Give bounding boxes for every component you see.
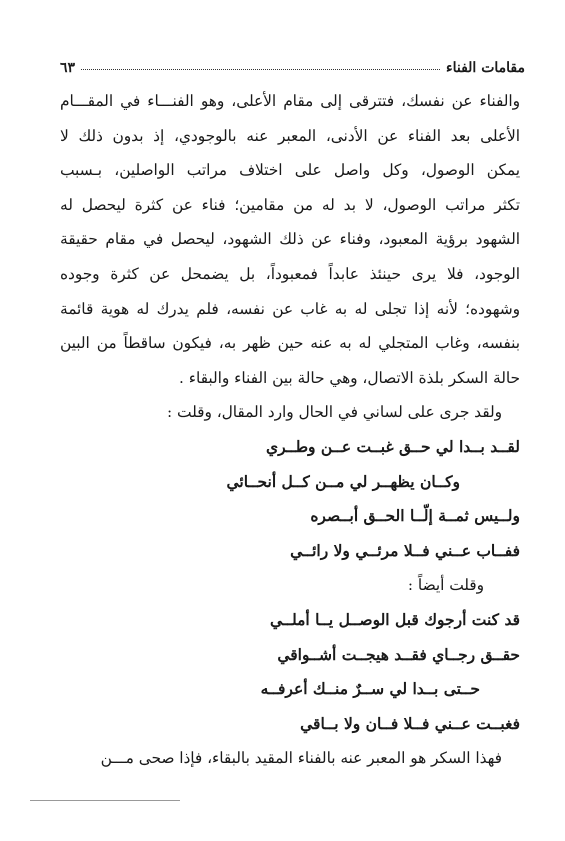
page-body (60, 84, 520, 776)
closing-line: فهذا السكر هو المعبر عنه بالفناء المقيد بالبقاء، فإذا صحى مـــن (100, 749, 502, 768)
poem-verse: لقــد بــدا لي حــق غبــت عــن وطــري (265, 436, 520, 456)
poem-verse: حــتى بــدا لي ســرٌ منــك أعرفــه (260, 679, 480, 699)
paragraph-line: يمكن الوصول، وكل واصل على اختلاف مراتب الواصلين، بـسبب (60, 161, 520, 180)
page-number: ٦٣ (60, 60, 76, 76)
poem-verse: فغبــت عــني فــلا فــان ولا بــاقي (300, 713, 520, 733)
paragraph-line: والفناء عن نفسك، فتترقى إلى مقام الأعلى، وهو الفنـــاء في المقـــام (60, 92, 520, 110)
poem-intro: ولقد جرى على لساني في الحال وارد المقال، وقلت : (167, 403, 502, 422)
running-header (60, 52, 525, 76)
paragraph-line: الوجود، فلا يرى حينئذ عابداً فمعبوداً، بل يضمحل عن كثرة وجوده (60, 264, 520, 283)
paragraph-line: حالة السكر بلذة الاتصال، وهي حالة بين الفناء والبقاء . (179, 368, 520, 387)
poem-verse: ولــيس ثمــة إلّــا الحــق أبــصره (310, 506, 520, 526)
header-title: مقامات الفناء (446, 60, 525, 76)
footer-rule (30, 800, 180, 801)
header-dot-leader (81, 69, 440, 70)
paragraph-line: الأعلى بعد الفناء عن الأدنى، المعبر عنه بالوجودي، إذ بدون ذلك لا (60, 126, 520, 145)
paragraph-line: بنفسه، وغاب المتجلي له به عنه حين ظهر به، فيكون ساقطاً من البين (60, 334, 520, 353)
poem-intro: وقلت أيضاً : (407, 576, 484, 595)
poem-verse: ففــاب عــني فــلا مرئــي ولا رائــي (290, 540, 520, 560)
poem-verse: حقــق رجــاي فقــد هيجــت أشــواقي (277, 644, 520, 664)
paragraph-line: وشهوده؛ لأنه إذا تجلى له به غاب عن نفسه، فلم يدرك له هوية قائمة (60, 299, 520, 318)
poem-verse: قد كنت أرجوك قبل الوصــل يــا أملــي (269, 609, 520, 629)
paragraph-line: تكثر مراتب الوصول، لا بد له من مقامين؛ فناء عن كثرة ليحصل له (60, 195, 520, 214)
poem-verse: وكــان يظهــر لي مــن كــل أنحــائي (226, 471, 460, 491)
paragraph-line: الشهود برؤية المعبود، وفناء عن ذلك الشهود، ليحصل في مقام حقيقة (60, 230, 520, 249)
